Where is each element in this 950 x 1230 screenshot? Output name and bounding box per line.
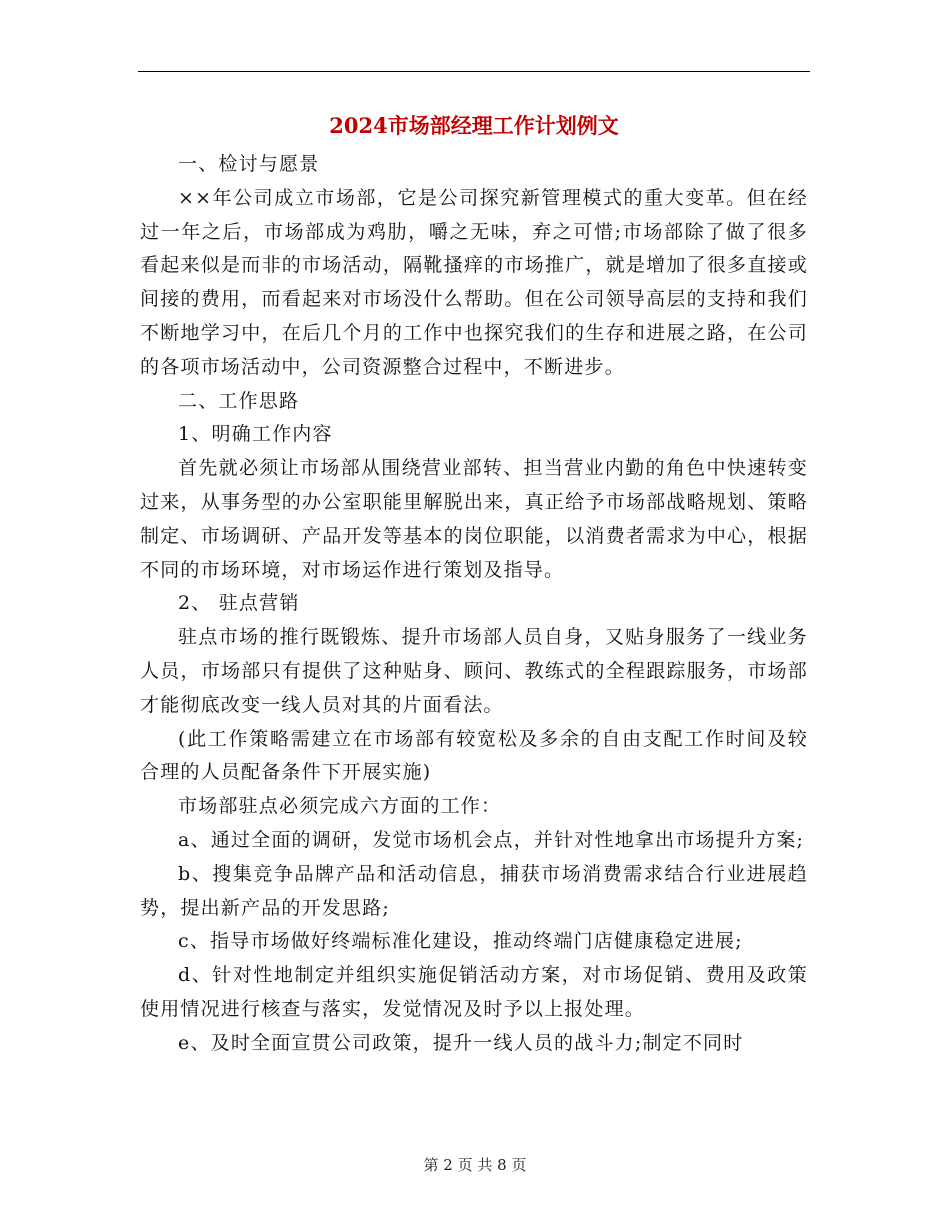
subsection-heading: 2、 驻点营销 <box>178 592 300 615</box>
document-title: 2024市场部经理工作计划例文 <box>329 113 619 138</box>
paragraph: 驻点市场的推行既锻炼、提升市场部人员自身，又贴身服务了一线业务人员，市场部只有提供了这种贴身、顾问、教练式的全程跟踪服务，市场部才能彻底改变一线人员对其的片面看法。 <box>140 626 808 716</box>
paragraph: 市场部驻点必须完成六方面的工作： <box>178 795 502 818</box>
list-item: c、指导市场做好终端标准化建设，推动终端门店健康稳定进展; <box>178 930 743 953</box>
header-rule <box>138 71 810 72</box>
section-heading: 一、检讨与愿景 <box>178 153 320 175</box>
list-item: d、针对性地制定并组织实施促销活动方案，对市场促销、费用及政策使用情况进行核查与落实，发觉情况及时予以上报处理。 <box>140 964 808 1020</box>
paragraph: ××年公司成立市场部，它是公司探究新管理模式的重大变革。但在经过一年之后，市场部成为鸡肋，嚼之无味，弃之可惜;市场部除了做了很多看起来似是而非的市场活动，隔靴搔痒的市场推广，就是增加了很多直接或间接的费用，而看起来对市场没什么帮助。但在公司领导高层的支持和我们不断地学习中，在后几个月的工作中也探究我们的生存和进展之路，在公司的各项市场活动中，公司资源整合过程中，不断进步。 <box>140 186 808 378</box>
section-heading: 二、工作思路 <box>178 389 300 412</box>
paragraph: (此工作策略需建立在市场部有较宽松及多余的自由支配工作时间及较合理的人员配备条件下开展实施) <box>140 727 808 784</box>
document-body <box>140 148 808 1061</box>
paragraph: 首先就必须让市场部从围绕营业部转、担当营业内勤的角色中快速转变过来，从事务型的办公室职能里解脱出来，真正给予市场部战略规划、策略制定、市场调研、产品开发等基本的岗位职能，以消费者需求为中心，根据不同的市场环境，对市场运作进行策划及指导。 <box>140 457 808 581</box>
subsection-heading: 1、明确工作内容 <box>178 423 333 446</box>
page-number: 第 2 页 共 8 页 <box>423 1156 527 1174</box>
list-item: a、通过全面的调研，发觉市场机会点，并针对性地拿出市场提升方案; <box>178 828 805 851</box>
list-item: b、搜集竞争品牌产品和活动信息，捕获市场消费需求结合行业进展趋势，提出新产品的开发思路; <box>140 862 808 919</box>
list-item: e、及时全面宣贯公司政策，提升一线人员的战斗力;制定不同时 <box>178 1031 744 1054</box>
